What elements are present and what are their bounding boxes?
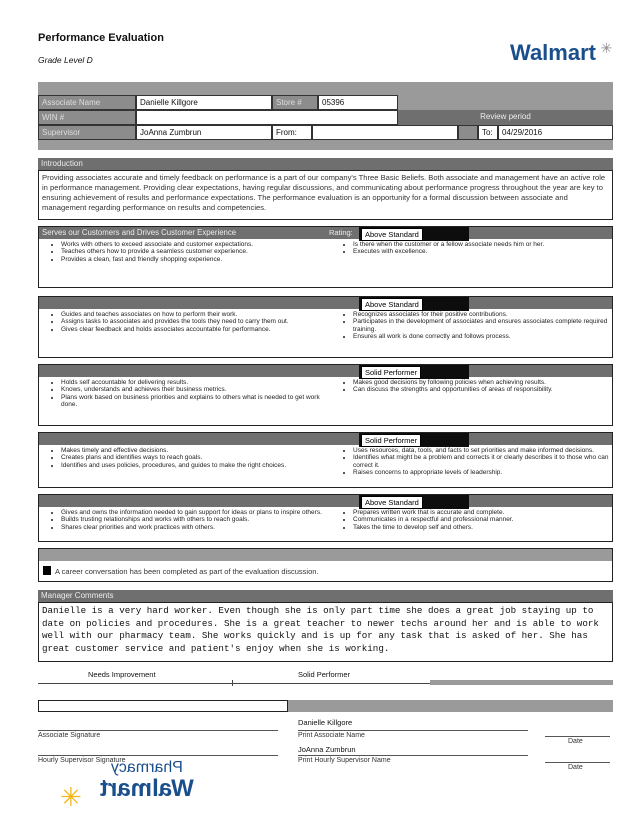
criteria-item: • Prepares written work that is accurate and complete. [353,509,611,516]
section-heading-bar [39,433,612,445]
win-value [136,110,398,125]
left-criteria [39,509,329,531]
criteria-item: • Assigns tasks to associates and provides the tools they need to carry them out. [61,318,329,325]
review-period-label: Review period [398,110,613,125]
competency-section [38,494,613,542]
comments-heading: Manager Comments [38,590,613,602]
criteria-item: • Gives and owns the information needed to gain support for ideas or plans to inspire others. [61,509,329,516]
criteria-item: • Raises concerns to appropriate levels of leadership. [353,469,611,476]
right-criteria [331,311,611,341]
win-label: WIN # [38,110,136,125]
criteria-item: • Takes the time to develop self and others. [353,524,611,531]
rating-value[interactable]: Above Standard [361,496,423,509]
criteria-item: • Makes good decisions by following policies when achieving results. [353,379,611,386]
section-heading-bar [39,227,612,239]
competency-section [38,432,613,488]
date-label-2: Date [568,764,583,771]
criteria-item: • Works with others to exceed associate and customer expectations. [61,241,329,248]
hourly-supervisor-label: Hourly Supervisor Signature [38,757,126,764]
supervisor-printed-name: JoAnna Zumbrun [298,745,356,754]
print-associate-line [298,730,528,731]
supervisor-label: Supervisor [38,125,136,140]
print-associate-label: Print Associate Name [298,732,365,739]
supervisor-value: JoAnna Zumbrun [136,125,272,140]
to-label: To: [478,125,498,140]
associate-signature-line [38,730,278,731]
criteria-item: • Creates plans and identifies ways to reach goals. [61,454,329,461]
section-heading: Serves our Customers and Drives Customer Experience [42,228,237,237]
pharmacy-stamp [100,760,194,802]
spark-icon: ✳ [600,40,613,56]
criteria-item: • Shares clear priorities and work practices with others. [61,524,329,531]
right-criteria [331,241,611,256]
intro-text: Providing associates accurate and timely feedback on performance is a part of our company's Three Basic Beliefs. Both associate and management have an active role in performance management. Providing clear expectations, having regular discussions, and communicating about performance progress throughout the year are key to ensuring achievement of results and performance expectations. The performance evaluation is an opportunity for a formal discussion between associate and management regarding performance on results and competencies. [38,170,613,220]
criteria-item: • Executes with excellence. [353,248,611,255]
criteria-item: • Guides and teaches associates on how to perform their work. [61,311,329,318]
rating-value[interactable]: Above Standard [361,298,423,311]
associate-name-value: Danielle Killgore [136,95,272,110]
store-label: Store # [272,95,318,110]
solid-performer-label: Solid Performer [298,670,351,679]
right-criteria [331,509,611,531]
competency-section [38,364,613,426]
criteria-item: • Knows, understands and achieves their business metrics. [61,386,329,393]
from-label: From: [272,125,312,140]
page-title: Performance Evaluation [38,32,164,44]
criteria-item: • Recognizes associates for their positive contributions. [353,311,611,318]
comments-text[interactable]: Danielle is a very hard worker. Even though she is only part time she does a great job staying up to date on policies and procedures. She is a great teacher to newer techs around her and is able to work well with our pharmacy team. She works quickly and is up for any task that is asked of her. She has great customer service and patient's enjoy when she is working. [38,602,613,662]
criteria-item: • Identifies what might be a problem and corrects it or clearly describes it to those who can correct it. [353,454,611,469]
right-criteria [331,379,611,394]
criteria-item: • Plans work based on business priorities and explains to others what is needed to get work done. [61,394,329,409]
criteria-item: • Gives clear feedback and holds associates accountable for performance. [61,326,329,333]
section-heading-bar [39,495,612,507]
criteria-item: • Holds self accountable for delivering results. [61,379,329,386]
career-box [38,548,613,582]
rating-value[interactable]: Solid Performer [361,434,421,447]
competency-section [38,226,613,288]
print-hourly-supervisor-label: Print Hourly Supervisor Name [298,757,391,764]
criteria-item: • Makes timely and effective decisions. [61,447,329,454]
date-label-1: Date [568,738,583,745]
rating-value[interactable]: Solid Performer [361,366,421,379]
section-heading-bar [39,297,612,309]
store-number: 05396 [318,95,398,110]
left-criteria [39,311,329,333]
left-criteria [39,379,329,409]
rating-value[interactable]: Above Standard [361,228,423,241]
walmart-logo [510,40,612,66]
associate-printed-name: Danielle Killgore [298,718,353,727]
criteria-item: • Is there when the customer or a fellow associate needs him or her. [353,241,611,248]
associate-signature-label: Associate Signature [38,732,101,739]
stamp-walmart: Walmart [100,775,194,802]
criteria-item: • Builds trusting relationships and works with others to reach goals. [61,516,329,523]
intro-heading: Introduction [38,158,613,170]
needs-improvement-label: Needs Improvement [88,670,156,679]
associate-name-label: Associate Name [38,95,136,110]
checkbox-checked[interactable] [43,566,51,575]
from-value [312,125,458,140]
criteria-item: • Uses resources, data, tools, and facts to set priorities and make informed decisions. [353,447,611,454]
stamp-pharmacy: Pharmacy [110,759,183,776]
to-date: 04/29/2016 [498,125,613,140]
criteria-item: • Participates in the development of associates and ensures associates complete required training. [353,318,611,333]
criteria-item: • Communicates in a respectful and professional manner. [353,516,611,523]
competency-section [38,296,613,358]
grade-level: Grade Level D [38,55,93,65]
criteria-item: • Teaches others how to provide a seamless customer experience. [61,248,329,255]
criteria-item: • Identifies and uses policies, procedures, and guides to make the right choices. [61,462,329,469]
right-criteria [331,447,611,477]
criteria-item: • Ensures all work is done correctly and follows process. [353,333,611,340]
spark-icon: ✳ [60,782,82,812]
rating-label: Rating: [329,228,353,237]
career-text: A career conversation has been completed as part of the evaluation discussion. [55,567,319,576]
left-criteria [39,447,329,469]
left-criteria [39,241,329,263]
criteria-item: • Provides a clean, fast and friendly shopping experience. [61,256,329,263]
info-top-bar [38,82,613,95]
criteria-item: • Can discuss the strengths and opportunities of areas of responsibility. [353,386,611,393]
section-heading-bar [39,365,612,377]
brand-name: Walmart [510,40,596,65]
